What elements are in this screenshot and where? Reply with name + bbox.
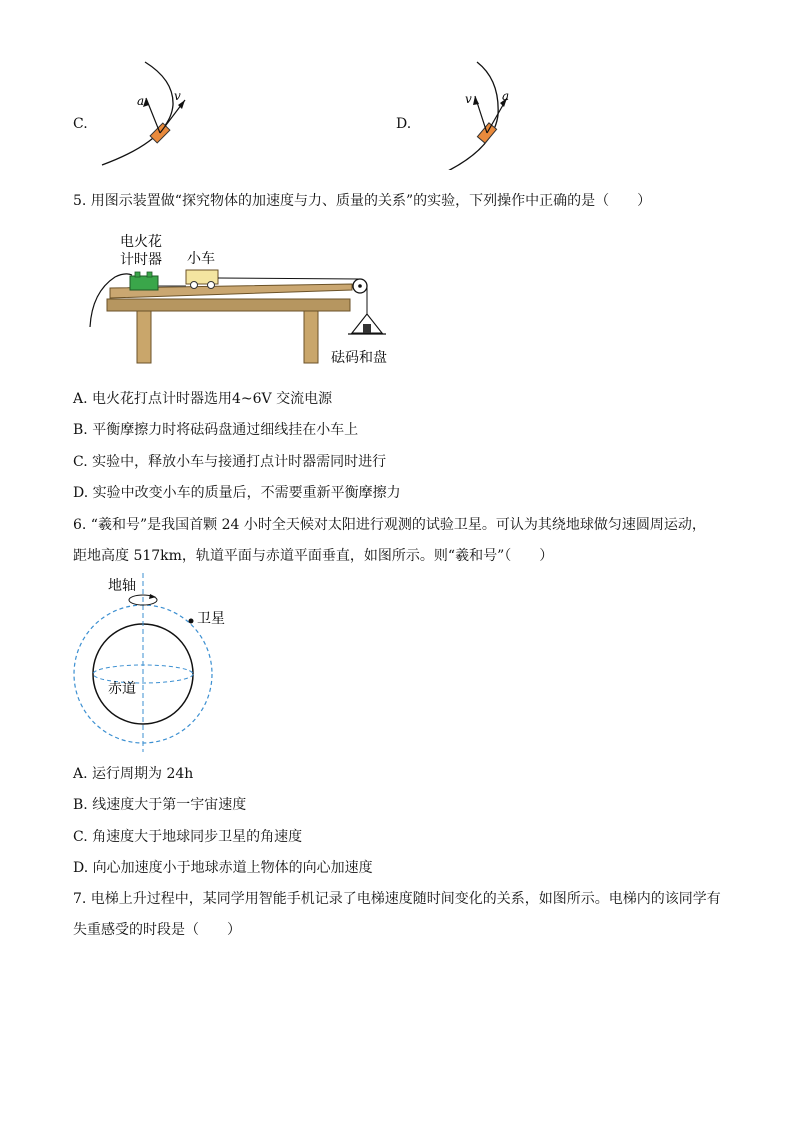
accel-label: a (137, 94, 145, 108)
option-c-label: C. (73, 116, 88, 132)
equator-label: 赤道 (108, 681, 136, 697)
option-c-figure (90, 60, 210, 170)
q6-option-c: C. 角速度大于地球同步卫星的角速度 (73, 829, 303, 845)
weight-pan-label: 砝码和盘 (331, 350, 387, 366)
velocity-label: v (465, 92, 472, 106)
q5-option-c: C. 实验中，释放小车与接通打点计时器需同时进行 (73, 454, 387, 470)
q6-option-a: A. 运行周期为 24h (73, 766, 194, 782)
option-d-figure (415, 60, 535, 170)
q7-stem-line2: 失重感受的时段是（ ） (73, 922, 241, 938)
q6-stem-line1: 6. “羲和号”是我国首颗 24 小时全天候对太阳进行观测的试验卫星。可认为其绕地球做匀速圆周运动， (73, 517, 706, 533)
q5-apparatus-figure (80, 232, 410, 372)
q5-option-d: D. 实验中改变小车的质量后，不需要重新平衡摩擦力 (73, 485, 401, 501)
earth-axis-label: 地轴 (108, 578, 136, 594)
velocity-label: v (174, 89, 181, 103)
q6-earth-orbit-figure (70, 570, 240, 755)
q6-stem-line2: 距地高度 517km，轨道平面与赤道平面垂直，如图所示。则“羲和号”（ ） (73, 548, 554, 564)
q5-option-b: B. 平衡摩擦力时将砝码盘通过细线挂在小车上 (73, 422, 359, 438)
q5-stem: 5. 用图示装置做“探究物体的加速度与力、质量的关系”的实验，下列操作中正确的是（ ） (73, 193, 652, 209)
satellite-label: 卫星 (197, 611, 225, 627)
timer-label-line2: 计时器 (120, 252, 162, 268)
q7-stem-line1: 7. 电梯上升过程中，某同学用智能手机记录了电梯速度随时间变化的关系，如图所示。电梯内的该同学有 (73, 891, 721, 907)
q6-option-b: B. 线速度大于第一宇宙速度 (73, 797, 247, 813)
timer-label-line1: 电火花 (120, 234, 162, 250)
q6-option-d: D. 向心加速度小于地球赤道上物体的向心加速度 (73, 860, 373, 876)
cart-label: 小车 (187, 251, 215, 267)
option-d-label: D. (396, 116, 412, 132)
q5-option-a: A. 电火花打点计时器选用4~6V 交流电源 (73, 391, 333, 407)
accel-label: a (502, 89, 510, 103)
